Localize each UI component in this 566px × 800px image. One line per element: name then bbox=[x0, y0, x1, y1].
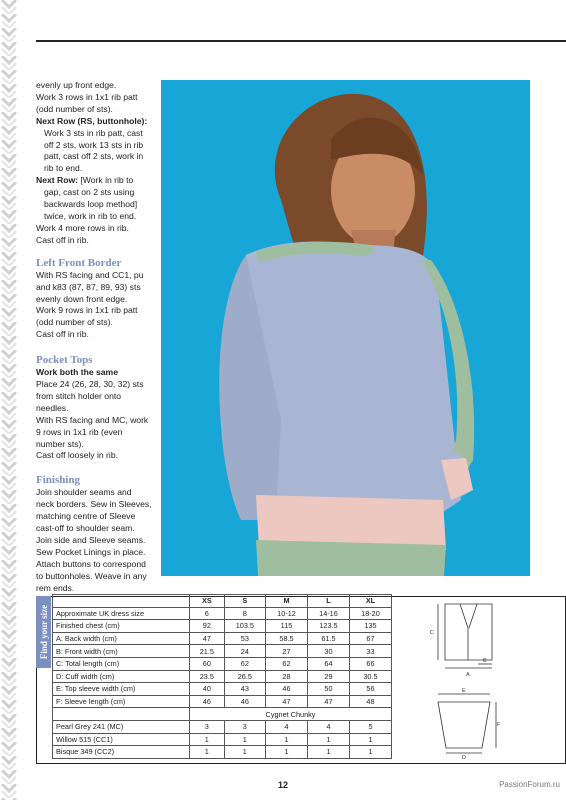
table-row bbox=[53, 620, 392, 633]
find-your-size-tab bbox=[36, 596, 51, 668]
table-row bbox=[53, 683, 392, 696]
text-line: (odd number of sts). bbox=[36, 103, 113, 114]
text-line: to buttonholes. Weave in any bbox=[36, 570, 147, 581]
table-header-cell: XS bbox=[190, 595, 225, 608]
text-line: Join side and Sleeve seams. bbox=[36, 535, 146, 545]
table-row bbox=[53, 695, 392, 708]
label-f: F bbox=[497, 722, 501, 728]
table-cell: 48 bbox=[349, 695, 391, 708]
table-cell: 46 bbox=[224, 695, 265, 708]
text-line: evenly up front edge. bbox=[36, 80, 117, 90]
table-cell: 1 bbox=[224, 733, 265, 746]
table-cell: 47 bbox=[266, 695, 308, 708]
table-cell: 30 bbox=[307, 645, 349, 658]
table-cell: 21.5 bbox=[190, 645, 225, 658]
watermark: PassionForum.ru bbox=[499, 780, 560, 789]
table-cell: C: Total length (cm) bbox=[53, 657, 190, 670]
chain-border-decoration bbox=[0, 0, 18, 800]
table-cell: Bisque 349 (CC2) bbox=[53, 746, 190, 759]
table-cell: 43 bbox=[224, 683, 265, 696]
table-cell: 33 bbox=[349, 645, 391, 658]
table-row bbox=[53, 607, 392, 620]
text-line: patt, cast off 2 sts, work in bbox=[44, 151, 144, 162]
text-line: Work 3 rows in 1x1 rib patt bbox=[36, 91, 138, 102]
table-cell: E: Top sleeve width (cm) bbox=[53, 683, 190, 696]
label-b: B bbox=[483, 658, 487, 664]
table-cell: 53 bbox=[224, 632, 265, 645]
sweater-illustration bbox=[161, 80, 530, 576]
yarn-heading: Cygnet Chunky bbox=[190, 708, 392, 721]
text-line: Work 3 sts in rib patt, cast bbox=[44, 127, 143, 138]
table-cell: 58.5 bbox=[266, 632, 308, 645]
table-cell: 135 bbox=[349, 620, 391, 633]
table-cell: 3 bbox=[190, 720, 225, 733]
table-cell: Finished chest (cm) bbox=[53, 620, 190, 633]
section-heading-finishing: Finishing bbox=[36, 474, 81, 487]
schematic-diagram bbox=[420, 598, 500, 760]
text-line: Work 4 more rows in rib. bbox=[36, 222, 129, 233]
text-line: off 2 sts, work 13 sts in rib bbox=[44, 139, 144, 150]
table-cell: 1 bbox=[190, 733, 225, 746]
text-line: rem ends. bbox=[36, 582, 75, 593]
text-line: [Work in rib to bbox=[78, 175, 134, 186]
table-cell: 4 bbox=[307, 720, 349, 733]
table-cell: 1 bbox=[307, 746, 349, 759]
header-rule bbox=[36, 40, 566, 42]
model-photo bbox=[161, 80, 530, 576]
table-cell: B: Front width (cm) bbox=[53, 645, 190, 658]
table-cell: 115 bbox=[266, 620, 308, 633]
table-row bbox=[53, 645, 392, 658]
table-cell: Approximate UK dress size bbox=[53, 607, 190, 620]
text-line: and k83 (87, 87, 89, 93) sts bbox=[36, 281, 141, 292]
subheading: Work both the same bbox=[36, 367, 118, 378]
table-cell: 5 bbox=[349, 720, 391, 733]
pattern-instructions bbox=[36, 80, 154, 595]
find-your-size-label: Find your size bbox=[38, 604, 49, 660]
table-cell: 1 bbox=[190, 746, 225, 759]
table-cell: 67 bbox=[349, 632, 391, 645]
label-e: E bbox=[462, 688, 466, 694]
next-row-label: Next Row: bbox=[36, 175, 79, 186]
table-cell: 56 bbox=[349, 683, 391, 696]
table-cell: 8 bbox=[224, 607, 265, 620]
table-cell: 10-12 bbox=[266, 607, 308, 620]
text-line: twice, work in rib to end. bbox=[44, 210, 137, 221]
table-cell: 50 bbox=[307, 683, 349, 696]
text-line: matching centre of Sleeve bbox=[36, 511, 136, 522]
table-cell: 1 bbox=[349, 733, 391, 746]
table-cell: Willow 515 (CC1) bbox=[53, 733, 190, 746]
table-cell: 1 bbox=[266, 746, 308, 759]
text-line: Cast off loosely in rib. bbox=[36, 450, 118, 461]
page-number: 12 bbox=[277, 780, 288, 790]
text-line: Attach buttons to correspond bbox=[36, 558, 146, 569]
next-row-label: Next Row (RS, buttonhole): bbox=[36, 115, 148, 126]
table-cell: 47 bbox=[190, 632, 225, 645]
label-a: A bbox=[466, 672, 470, 678]
table-header-cell: L bbox=[307, 595, 349, 608]
table-cell: 1 bbox=[266, 733, 308, 746]
table-header-cell: M bbox=[266, 595, 308, 608]
text-line: rib to end. bbox=[44, 163, 83, 174]
table-cell: 29 bbox=[307, 670, 349, 683]
text-line: gap, cast on 2 sts using bbox=[44, 187, 135, 198]
table-cell: 62 bbox=[224, 657, 265, 670]
table-cell: 30.5 bbox=[349, 670, 391, 683]
table-cell: 3 bbox=[224, 720, 265, 733]
table-cell: 28 bbox=[266, 670, 308, 683]
text-line: 9 rows in 1x1 rib (even bbox=[36, 426, 123, 437]
table-cell bbox=[53, 595, 190, 608]
table-cell: 27 bbox=[266, 645, 308, 658]
text-line: Sew Pocket Linings in place. bbox=[36, 546, 146, 557]
table-cell: 66 bbox=[349, 657, 391, 670]
text-line: from stitch holder onto needles. bbox=[36, 390, 122, 413]
text-line: Cast off in rib. bbox=[36, 234, 89, 245]
table-cell: 6 bbox=[190, 607, 225, 620]
table-cell: A: Back width (cm) bbox=[53, 632, 190, 645]
table-header-cell: XL bbox=[349, 595, 391, 608]
table-row bbox=[53, 733, 392, 746]
table-cell: Pearl Grey 241 (MC) bbox=[53, 720, 190, 733]
text-line: cast-off to shoulder seam. bbox=[36, 523, 135, 534]
text-line: neck borders. Sew in Sleeves, bbox=[36, 499, 152, 510]
table-row bbox=[53, 657, 392, 670]
table-cell: 4 bbox=[266, 720, 308, 733]
table-cell: 60 bbox=[190, 657, 225, 670]
label-c: C bbox=[430, 630, 434, 636]
table-row bbox=[53, 720, 392, 733]
text-line: Place 24 (26, 28, 30, 32) sts bbox=[36, 379, 144, 390]
table-cell: 23.5 bbox=[190, 670, 225, 683]
label-d: D bbox=[462, 755, 466, 761]
table-header-row bbox=[53, 595, 392, 608]
text-line: Work 9 rows in 1x1 rib patt bbox=[36, 305, 138, 316]
size-table bbox=[52, 594, 392, 759]
table-cell: 61.5 bbox=[307, 632, 349, 645]
section-heading-left-front-border: Left Front Border bbox=[36, 256, 122, 269]
text-line: Join shoulder seams and bbox=[36, 487, 132, 498]
table-cell: 62 bbox=[266, 657, 308, 670]
table-cell: 18-20 bbox=[349, 607, 391, 620]
table-header-cell: S bbox=[224, 595, 265, 608]
text-line: (odd number of sts). bbox=[36, 317, 113, 328]
text-line: number sts). bbox=[36, 438, 84, 449]
table-cell: 47 bbox=[307, 695, 349, 708]
table-cell: 1 bbox=[307, 733, 349, 746]
table-cell: F: Sleeve length (cm) bbox=[53, 695, 190, 708]
table-cell bbox=[53, 708, 190, 721]
table-row bbox=[53, 632, 392, 645]
table-cell: 46 bbox=[266, 683, 308, 696]
table-cell: 123.5 bbox=[307, 620, 349, 633]
table-cell: 92 bbox=[190, 620, 225, 633]
table-cell: 46 bbox=[190, 695, 225, 708]
text-line: backwards loop method] bbox=[44, 199, 138, 210]
text-line: With RS facing and MC, work bbox=[36, 414, 149, 425]
table-cell: 26.5 bbox=[224, 670, 265, 683]
table-cell: 40 bbox=[190, 683, 225, 696]
table-row bbox=[53, 746, 392, 759]
table-cell: 24 bbox=[224, 645, 265, 658]
table-cell: 1 bbox=[224, 746, 265, 759]
table-cell: D: Cuff width (cm) bbox=[53, 670, 190, 683]
table-cell: 103.5 bbox=[224, 620, 265, 633]
table-cell: 14-16 bbox=[307, 607, 349, 620]
table-row bbox=[53, 670, 392, 683]
text-line: With RS facing and CC1, pu bbox=[36, 269, 144, 280]
section-heading-pocket-tops: Pocket Tops bbox=[36, 354, 93, 367]
table-cell: 64 bbox=[307, 657, 349, 670]
text-line: Cast off in rib. bbox=[36, 329, 89, 340]
table-cell: 1 bbox=[349, 746, 391, 759]
table-row bbox=[53, 708, 392, 721]
text-line: evenly down front edge. bbox=[36, 293, 128, 304]
